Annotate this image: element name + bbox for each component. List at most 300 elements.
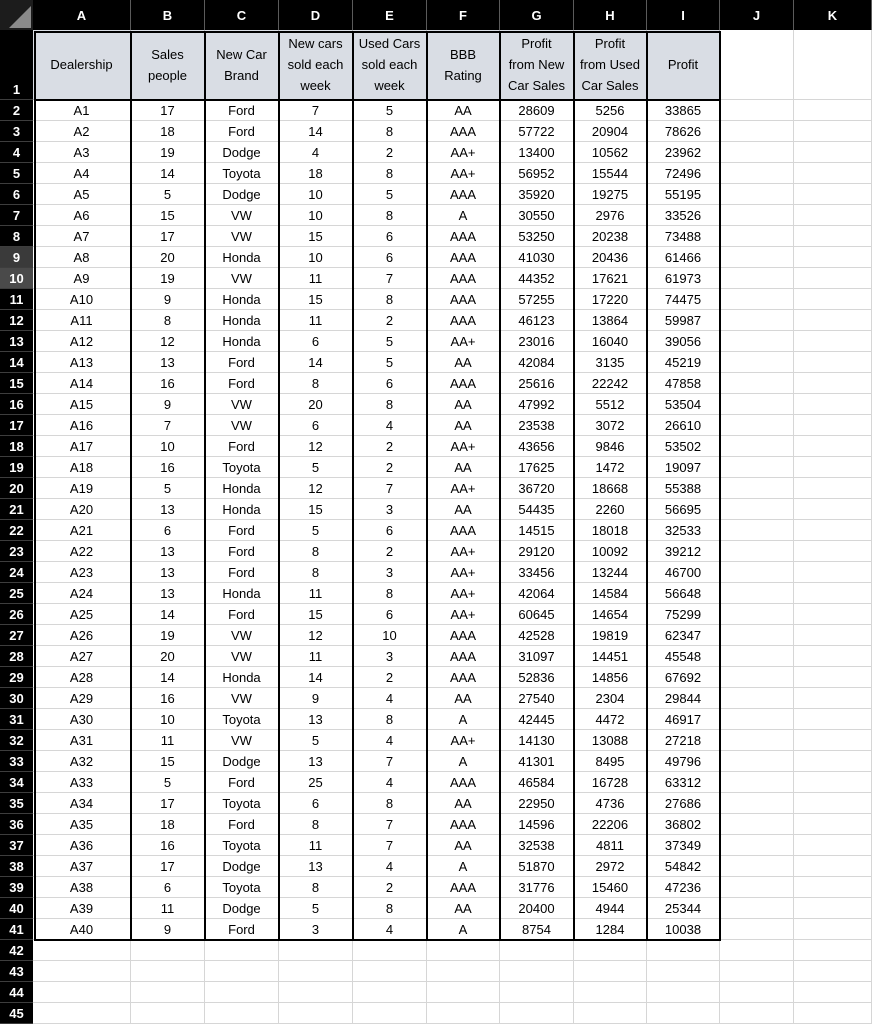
table-cell[interactable]: 8 <box>353 898 427 919</box>
row-header-35[interactable]: 35 <box>0 793 33 814</box>
empty-cell[interactable] <box>720 814 794 835</box>
empty-cell[interactable] <box>647 940 720 961</box>
table-cell[interactable]: 2 <box>353 457 427 478</box>
table-cell[interactable]: 8 <box>353 793 427 814</box>
empty-cell[interactable] <box>131 1003 205 1024</box>
row-header-43[interactable]: 43 <box>0 961 33 982</box>
table-cell[interactable]: 6 <box>131 877 205 898</box>
table-cell[interactable]: 2 <box>353 877 427 898</box>
table-cell[interactable]: 6 <box>353 226 427 247</box>
table-cell[interactable]: 42064 <box>500 583 574 604</box>
table-cell[interactable]: 55388 <box>647 478 720 499</box>
empty-cell[interactable] <box>720 331 794 352</box>
table-cell[interactable]: Ford <box>205 100 279 121</box>
table-cell[interactable]: 11 <box>131 898 205 919</box>
table-cell[interactable]: 43656 <box>500 436 574 457</box>
empty-cell[interactable] <box>33 1003 131 1024</box>
table-cell[interactable]: 22242 <box>574 373 647 394</box>
table-cell[interactable]: 9 <box>131 919 205 940</box>
table-cell[interactable]: AA <box>427 100 500 121</box>
table-cell[interactable]: 42084 <box>500 352 574 373</box>
row-header-19[interactable]: 19 <box>0 457 33 478</box>
row-header-11[interactable]: 11 <box>0 289 33 310</box>
empty-cell[interactable] <box>794 583 872 604</box>
table-cell[interactable]: AAA <box>427 226 500 247</box>
table-cell[interactable]: A12 <box>33 331 131 352</box>
table-cell[interactable]: Honda <box>205 247 279 268</box>
table-cell[interactable]: A25 <box>33 604 131 625</box>
empty-cell[interactable] <box>720 751 794 772</box>
table-cell[interactable]: A6 <box>33 205 131 226</box>
table-cell[interactable]: 5 <box>131 184 205 205</box>
table-cell[interactable]: Honda <box>205 667 279 688</box>
table-cell[interactable]: A22 <box>33 541 131 562</box>
empty-cell[interactable] <box>720 877 794 898</box>
table-cell[interactable]: 7 <box>353 478 427 499</box>
table-cell[interactable]: 53504 <box>647 394 720 415</box>
table-cell[interactable]: 16728 <box>574 772 647 793</box>
row-header-17[interactable]: 17 <box>0 415 33 436</box>
table-cell[interactable]: 6 <box>131 520 205 541</box>
empty-cell[interactable] <box>720 247 794 268</box>
table-cell[interactable]: 7 <box>353 751 427 772</box>
empty-cell[interactable] <box>574 940 647 961</box>
table-cell[interactable]: 8 <box>353 709 427 730</box>
table-cell[interactable]: 20400 <box>500 898 574 919</box>
empty-cell[interactable] <box>794 394 872 415</box>
empty-cell[interactable] <box>353 982 427 1003</box>
empty-cell[interactable] <box>279 961 353 982</box>
table-cell[interactable]: 14451 <box>574 646 647 667</box>
empty-cell[interactable] <box>794 772 872 793</box>
table-cell[interactable]: 73488 <box>647 226 720 247</box>
table-cell[interactable]: 23538 <box>500 415 574 436</box>
table-header-cell[interactable] <box>33 30 131 100</box>
table-cell[interactable]: 54435 <box>500 499 574 520</box>
row-header-29[interactable]: 29 <box>0 667 33 688</box>
table-cell[interactable]: A39 <box>33 898 131 919</box>
empty-cell[interactable] <box>794 940 872 961</box>
table-cell[interactable]: A7 <box>33 226 131 247</box>
table-cell[interactable]: AAA <box>427 520 500 541</box>
table-cell[interactable]: 11 <box>279 646 353 667</box>
table-cell[interactable]: 49796 <box>647 751 720 772</box>
table-cell[interactable]: 5 <box>279 520 353 541</box>
table-cell[interactable]: 8 <box>353 205 427 226</box>
row-header-14[interactable]: 14 <box>0 352 33 373</box>
table-cell[interactable]: 13 <box>279 709 353 730</box>
table-cell[interactable]: 5 <box>279 730 353 751</box>
row-header-36[interactable]: 36 <box>0 814 33 835</box>
table-cell[interactable]: A14 <box>33 373 131 394</box>
table-cell[interactable]: 25616 <box>500 373 574 394</box>
empty-cell[interactable] <box>500 940 574 961</box>
table-cell[interactable]: 8 <box>279 373 353 394</box>
table-cell[interactable]: 6 <box>353 247 427 268</box>
table-cell[interactable]: 8 <box>353 121 427 142</box>
table-cell[interactable]: 27218 <box>647 730 720 751</box>
table-cell[interactable]: A2 <box>33 121 131 142</box>
empty-cell[interactable] <box>720 100 794 121</box>
table-cell[interactable]: 13 <box>131 541 205 562</box>
empty-cell[interactable] <box>720 646 794 667</box>
table-cell[interactable]: 5 <box>353 352 427 373</box>
table-cell[interactable]: VW <box>205 688 279 709</box>
empty-cell[interactable] <box>720 625 794 646</box>
table-cell[interactable]: 42445 <box>500 709 574 730</box>
row-header-8[interactable]: 8 <box>0 226 33 247</box>
table-cell[interactable]: 35920 <box>500 184 574 205</box>
table-cell[interactable]: 6 <box>279 415 353 436</box>
empty-cell[interactable] <box>794 751 872 772</box>
table-cell[interactable]: 53250 <box>500 226 574 247</box>
row-header-7[interactable]: 7 <box>0 205 33 226</box>
table-cell[interactable]: 15 <box>279 226 353 247</box>
table-cell[interactable]: 67692 <box>647 667 720 688</box>
table-cell[interactable]: 13 <box>279 751 353 772</box>
row-header-16[interactable]: 16 <box>0 394 33 415</box>
empty-cell[interactable] <box>720 709 794 730</box>
table-cell[interactable]: 13088 <box>574 730 647 751</box>
table-cell[interactable]: AAA <box>427 625 500 646</box>
table-cell[interactable]: 36802 <box>647 814 720 835</box>
table-cell[interactable]: VW <box>205 415 279 436</box>
table-cell[interactable]: 39212 <box>647 541 720 562</box>
table-cell[interactable]: Toyota <box>205 877 279 898</box>
table-cell[interactable]: 6 <box>353 373 427 394</box>
table-cell[interactable]: 33526 <box>647 205 720 226</box>
table-cell[interactable]: AA <box>427 415 500 436</box>
table-cell[interactable]: A <box>427 751 500 772</box>
table-cell[interactable]: 16040 <box>574 331 647 352</box>
table-cell[interactable]: 5 <box>279 898 353 919</box>
table-cell[interactable]: 17 <box>131 856 205 877</box>
table-cell[interactable]: 20 <box>279 394 353 415</box>
column-header-h[interactable]: H <box>574 0 647 30</box>
empty-cell[interactable] <box>794 982 872 1003</box>
table-cell[interactable]: 45548 <box>647 646 720 667</box>
table-header-cell[interactable] <box>574 30 647 100</box>
empty-cell[interactable] <box>794 835 872 856</box>
table-cell[interactable]: 57722 <box>500 121 574 142</box>
table-cell[interactable]: 9 <box>279 688 353 709</box>
table-cell[interactable]: 12 <box>279 436 353 457</box>
table-cell[interactable]: A21 <box>33 520 131 541</box>
table-cell[interactable]: 2976 <box>574 205 647 226</box>
empty-cell[interactable] <box>794 415 872 436</box>
table-cell[interactable]: 13400 <box>500 142 574 163</box>
row-header-3[interactable]: 3 <box>0 121 33 142</box>
table-header-cell[interactable] <box>500 30 574 100</box>
row-header-45[interactable]: 45 <box>0 1003 33 1024</box>
empty-cell[interactable] <box>720 1003 794 1024</box>
table-cell[interactable]: 3135 <box>574 352 647 373</box>
empty-cell[interactable] <box>720 30 794 100</box>
table-cell[interactable]: 5 <box>131 772 205 793</box>
table-cell[interactable]: 61466 <box>647 247 720 268</box>
table-cell[interactable]: A30 <box>33 709 131 730</box>
empty-cell[interactable] <box>794 898 872 919</box>
table-cell[interactable]: A28 <box>33 667 131 688</box>
table-cell[interactable]: 20 <box>131 247 205 268</box>
table-cell[interactable]: 31776 <box>500 877 574 898</box>
table-cell[interactable]: A35 <box>33 814 131 835</box>
table-cell[interactable]: AAA <box>427 877 500 898</box>
table-cell[interactable]: 10 <box>279 184 353 205</box>
table-cell[interactable]: 2304 <box>574 688 647 709</box>
table-cell[interactable]: Toyota <box>205 457 279 478</box>
table-cell[interactable]: 72496 <box>647 163 720 184</box>
table-cell[interactable]: 14515 <box>500 520 574 541</box>
table-cell[interactable]: A1 <box>33 100 131 121</box>
row-header-15[interactable]: 15 <box>0 373 33 394</box>
row-header-1[interactable]: 1 <box>0 30 33 100</box>
table-cell[interactable]: VW <box>205 205 279 226</box>
table-cell[interactable]: Ford <box>205 436 279 457</box>
row-header-27[interactable]: 27 <box>0 625 33 646</box>
table-cell[interactable]: Honda <box>205 289 279 310</box>
table-cell[interactable]: 4811 <box>574 835 647 856</box>
table-cell[interactable]: 8 <box>279 562 353 583</box>
table-cell[interactable]: 17621 <box>574 268 647 289</box>
table-cell[interactable]: 8 <box>353 394 427 415</box>
table-cell[interactable]: 7 <box>353 268 427 289</box>
table-cell[interactable]: 8 <box>279 814 353 835</box>
table-cell[interactable]: 54842 <box>647 856 720 877</box>
empty-cell[interactable] <box>720 793 794 814</box>
row-header-41[interactable]: 41 <box>0 919 33 940</box>
table-cell[interactable]: 19097 <box>647 457 720 478</box>
empty-cell[interactable] <box>794 268 872 289</box>
empty-cell[interactable] <box>574 982 647 1003</box>
table-cell[interactable]: Ford <box>205 352 279 373</box>
empty-cell[interactable] <box>205 940 279 961</box>
table-cell[interactable]: 4472 <box>574 709 647 730</box>
table-cell[interactable]: 18 <box>279 163 353 184</box>
empty-cell[interactable] <box>794 352 872 373</box>
table-cell[interactable]: 36720 <box>500 478 574 499</box>
table-cell[interactable]: 14856 <box>574 667 647 688</box>
table-cell[interactable]: VW <box>205 268 279 289</box>
table-cell[interactable]: 44352 <box>500 268 574 289</box>
table-cell[interactable]: 1472 <box>574 457 647 478</box>
table-cell[interactable]: 8754 <box>500 919 574 940</box>
table-cell[interactable]: 30550 <box>500 205 574 226</box>
table-cell[interactable]: 46584 <box>500 772 574 793</box>
table-cell[interactable]: 14 <box>131 604 205 625</box>
table-cell[interactable]: AA+ <box>427 142 500 163</box>
table-cell[interactable]: 19 <box>131 142 205 163</box>
empty-cell[interactable] <box>353 961 427 982</box>
empty-cell[interactable] <box>794 436 872 457</box>
table-cell[interactable]: 13244 <box>574 562 647 583</box>
table-cell[interactable]: 7 <box>131 415 205 436</box>
row-header-9[interactable]: 9 <box>0 247 33 268</box>
table-cell[interactable]: A24 <box>33 583 131 604</box>
table-cell[interactable]: A <box>427 709 500 730</box>
table-cell[interactable]: A18 <box>33 457 131 478</box>
empty-cell[interactable] <box>720 499 794 520</box>
table-cell[interactable]: 27686 <box>647 793 720 814</box>
table-cell[interactable]: AAA <box>427 646 500 667</box>
row-header-25[interactable]: 25 <box>0 583 33 604</box>
empty-cell[interactable] <box>794 667 872 688</box>
table-cell[interactable]: 18 <box>131 121 205 142</box>
table-cell[interactable]: 60645 <box>500 604 574 625</box>
table-cell[interactable]: A3 <box>33 142 131 163</box>
table-cell[interactable]: 17 <box>131 226 205 247</box>
empty-cell[interactable] <box>574 961 647 982</box>
table-cell[interactable]: 20238 <box>574 226 647 247</box>
table-header-cell[interactable] <box>353 30 427 100</box>
column-header-f[interactable]: F <box>427 0 500 30</box>
table-cell[interactable]: 6 <box>279 793 353 814</box>
empty-cell[interactable] <box>131 940 205 961</box>
empty-cell[interactable] <box>720 730 794 751</box>
table-cell[interactable]: VW <box>205 625 279 646</box>
table-cell[interactable]: Ford <box>205 373 279 394</box>
row-header-34[interactable]: 34 <box>0 772 33 793</box>
table-cell[interactable]: 10562 <box>574 142 647 163</box>
row-header-13[interactable]: 13 <box>0 331 33 352</box>
table-cell[interactable]: A26 <box>33 625 131 646</box>
empty-cell[interactable] <box>33 982 131 1003</box>
empty-cell[interactable] <box>720 898 794 919</box>
table-cell[interactable]: AA+ <box>427 163 500 184</box>
table-cell[interactable]: A19 <box>33 478 131 499</box>
empty-cell[interactable] <box>720 226 794 247</box>
table-cell[interactable]: 61973 <box>647 268 720 289</box>
empty-cell[interactable] <box>279 940 353 961</box>
empty-cell[interactable] <box>794 457 872 478</box>
table-cell[interactable]: 6 <box>279 331 353 352</box>
table-cell[interactable]: 2 <box>353 667 427 688</box>
table-cell[interactable]: Toyota <box>205 163 279 184</box>
table-cell[interactable]: A29 <box>33 688 131 709</box>
table-cell[interactable]: 47992 <box>500 394 574 415</box>
table-cell[interactable]: 5 <box>353 184 427 205</box>
table-cell[interactable]: Ford <box>205 541 279 562</box>
table-cell[interactable]: AA <box>427 457 500 478</box>
table-cell[interactable]: 45219 <box>647 352 720 373</box>
table-cell[interactable]: 13 <box>131 562 205 583</box>
table-cell[interactable]: 19 <box>131 268 205 289</box>
empty-cell[interactable] <box>794 919 872 940</box>
table-cell[interactable]: 5 <box>131 478 205 499</box>
table-cell[interactable]: Dodge <box>205 856 279 877</box>
table-cell[interactable]: AA <box>427 352 500 373</box>
table-cell[interactable]: 42528 <box>500 625 574 646</box>
table-cell[interactable]: AA+ <box>427 541 500 562</box>
table-cell[interactable]: 33865 <box>647 100 720 121</box>
empty-cell[interactable] <box>794 961 872 982</box>
empty-cell[interactable] <box>279 982 353 1003</box>
table-cell[interactable]: 2 <box>353 310 427 331</box>
table-cell[interactable]: A40 <box>33 919 131 940</box>
table-cell[interactable]: 55195 <box>647 184 720 205</box>
empty-cell[interactable] <box>131 982 205 1003</box>
table-cell[interactable]: Honda <box>205 583 279 604</box>
table-cell[interactable]: 15 <box>279 499 353 520</box>
empty-cell[interactable] <box>647 961 720 982</box>
table-cell[interactable]: 4 <box>353 415 427 436</box>
empty-cell[interactable] <box>720 961 794 982</box>
table-cell[interactable]: AA+ <box>427 478 500 499</box>
row-header-39[interactable]: 39 <box>0 877 33 898</box>
table-cell[interactable]: 10092 <box>574 541 647 562</box>
empty-cell[interactable] <box>794 856 872 877</box>
column-header-b[interactable]: B <box>131 0 205 30</box>
empty-cell[interactable] <box>794 646 872 667</box>
table-cell[interactable]: Honda <box>205 478 279 499</box>
table-cell[interactable]: 8 <box>353 163 427 184</box>
table-cell[interactable]: 19 <box>131 625 205 646</box>
table-cell[interactable]: 14 <box>131 163 205 184</box>
empty-cell[interactable] <box>647 982 720 1003</box>
table-cell[interactable]: 2 <box>353 541 427 562</box>
table-cell[interactable]: AAA <box>427 814 500 835</box>
table-cell[interactable]: Toyota <box>205 709 279 730</box>
table-cell[interactable]: 25344 <box>647 898 720 919</box>
table-cell[interactable]: 20904 <box>574 121 647 142</box>
column-header-j[interactable]: J <box>720 0 794 30</box>
table-cell[interactable]: 7 <box>279 100 353 121</box>
row-header-23[interactable]: 23 <box>0 541 33 562</box>
table-cell[interactable]: A9 <box>33 268 131 289</box>
table-cell[interactable]: 15460 <box>574 877 647 898</box>
table-cell[interactable]: 29120 <box>500 541 574 562</box>
table-cell[interactable]: A17 <box>33 436 131 457</box>
table-cell[interactable]: 41030 <box>500 247 574 268</box>
empty-cell[interactable] <box>33 940 131 961</box>
table-cell[interactable]: A31 <box>33 730 131 751</box>
table-cell[interactable]: 20436 <box>574 247 647 268</box>
empty-cell[interactable] <box>353 940 427 961</box>
table-cell[interactable]: 46123 <box>500 310 574 331</box>
table-cell[interactable]: A33 <box>33 772 131 793</box>
empty-cell[interactable] <box>794 289 872 310</box>
table-cell[interactable]: 3 <box>353 646 427 667</box>
table-cell[interactable]: A8 <box>33 247 131 268</box>
table-cell[interactable]: A11 <box>33 310 131 331</box>
table-cell[interactable]: 3 <box>353 562 427 583</box>
table-cell[interactable]: 4 <box>353 856 427 877</box>
table-cell[interactable]: 9 <box>131 289 205 310</box>
table-cell[interactable]: 4 <box>353 688 427 709</box>
empty-cell[interactable] <box>427 940 500 961</box>
table-cell[interactable]: 19819 <box>574 625 647 646</box>
table-cell[interactable]: 56695 <box>647 499 720 520</box>
empty-cell[interactable] <box>720 478 794 499</box>
table-cell[interactable]: 11 <box>279 583 353 604</box>
column-header-a[interactable]: A <box>33 0 131 30</box>
table-header-cell[interactable] <box>647 30 720 100</box>
table-cell[interactable]: 32533 <box>647 520 720 541</box>
table-cell[interactable]: VW <box>205 226 279 247</box>
table-cell[interactable]: 22206 <box>574 814 647 835</box>
table-cell[interactable]: 19275 <box>574 184 647 205</box>
table-cell[interactable]: A <box>427 856 500 877</box>
table-cell[interactable]: 15 <box>279 289 353 310</box>
table-cell[interactable]: Honda <box>205 331 279 352</box>
table-cell[interactable]: 10 <box>279 205 353 226</box>
table-cell[interactable]: A23 <box>33 562 131 583</box>
table-cell[interactable]: 75299 <box>647 604 720 625</box>
table-cell[interactable]: AA+ <box>427 583 500 604</box>
row-header-10[interactable]: 10 <box>0 268 33 289</box>
table-cell[interactable]: 27540 <box>500 688 574 709</box>
table-cell[interactable]: Dodge <box>205 898 279 919</box>
